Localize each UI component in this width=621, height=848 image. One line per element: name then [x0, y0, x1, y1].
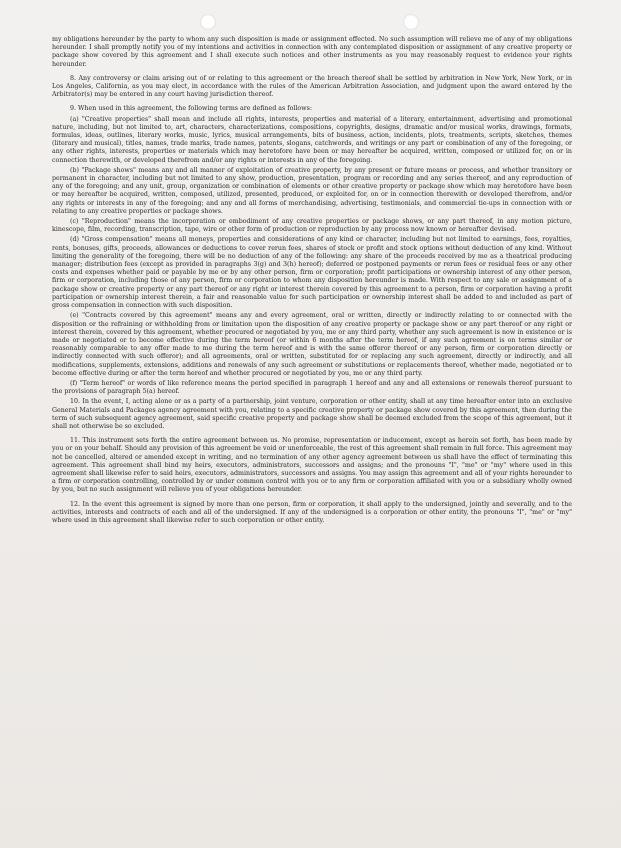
clause-9-b: (b) "Package shows" means any and all manner of exploitation of creative property, by any present or future means or process, and whether transitory or permanent in character, including but not limited to any show, production, presentation, program or recording and any series thereof, and any reproduction of any of the foregoing; and any unit, group, organization or combination of elements or other creative property or package show which may heretofore have been or may hereafter be acquired, written, composed, utilized, presented, produced, or exploited for, on or in connection therewith or developed therefrom, and/or any rights or interests in any of the foregoing; and any and all forms of merchandising, advertising, testimonials, and commercial tie-ups in connection with or relating to any creative properties or package shows.: [52, 166, 572, 215]
clause-9-d: (d) "Gross compensation" means all moneys, properties and considerations of any kind or character, including but not limited to earnings, fees, royalties, rents, bonuses, gifts, proceeds, allowances or deductions to cover rerun fees, shares of stock or profit and stock options without deduction of any kind. Without limiting the generality of the foregoing, there will be no deduction of any of the following: any share of the proceeds received by me as a theatrical producing manager; distribution fees (except as provided in paragraphs 3(g) and 3(h) hereof); deferred or postponed payments or rerun fees or residual fees or any other costs and expenses whether paid or payable by me or by any other person, firm or corporation; profit participations or ownership interest of any other person, firm or corporation, including those of any person, firm or corporation to whom any disposition hereunder is made. With respect to any sale or assignment of a package show or creative property or any part thereof or any right or interest therein covered by this agreement to a person, firm or corporation having a profit participation or ownership interest therein, a fair and reasonable value for such participation or ownership interest shall be added to and included as part of gross compensation in connection with such disposition.: [52, 236, 572, 310]
clause-9-a: (a) "Creative properties" shall mean and include all rights, interests, properties and material of a literary, entertainment, advertising and promotional nature, including, but not limited to, art, characters, characterizations, compositions, copyrights, designs, dramatic and/or musical works, drawings, formats, formulas, ideas, outlines, literary works, music, lyrics, musical arrangements, bits of business, action, incidents, plots, treatments, scripts, sketches, themes (literary and musical), titles, names, trade marks, trade names, patents, slogans, catchwords, and writings or any part or combination of any of the foregoing, or any other rights, interests, properties or materials which may heretofore have been or may hereafter be acquired, written, composed or utilized for, on or in connection therewith, or developed therefrom and/or any rights or interests in any of the foregoing.: [52, 115, 572, 164]
clause-9-e: (e) "Contracts covered by this agreement" means any and every agreement, oral or written, directly or indirectly relating to or connected with the disposition or the refraining or withholding from or limitation upon the disposition of any creative property or package show or any part thereof or any right or interest therein, covered by this agreement, whether procured or negotiated by you, me or any third party, whether any such agreement is now in existence or is made or negotiated or to become effective during the term hereof (or within 6 months after the term hereof, if any such agreement is on terms similar or reasonably comparable to any offer made to me during the term hereof and is with the same offeror thereof or any person, firm or corporation directly or indirectly connected with such offeror); and all agreements, oral or written, substituted for or replacing any such agreement, directly or indirectly, and all modifications, supplements, extensions, additions and renewals of any such agreement or substitutions or replacements thereof, whether made, negotiated or to become effective during or after the term hereof and whether procured or negotiated by you, me or any third party.: [52, 312, 572, 377]
document-body: [52, 36, 572, 531]
clause-12: 12. In the event this agreement is signed by more than one person, firm or corporation, it shall apply to the undersigned, jointly and severally, and to the activities, interests and contracts of each and all of the undersigned. If any of the undersigned is a corporation or other entity, the pronouns "I", "me" or "my" where used in this agreement shall likewise refer to such corporation or other entity.: [52, 500, 572, 524]
clause-9-f: (f) "Term hereof" or words of like reference means the period specified in paragraph 1 hereof and any and all extensions or renewals thereof pursuant to the provisions of paragraph 5(a) hereof.: [52, 379, 572, 396]
clause-8: 8. Any controversy or claim arising out of or relating to this agreement or the breach thereof shall be settled by arbitration in New York, New York, or in Los Angeles, California, as you may elect, in accordance with the rules of the American Arbitration Association, and judgment upon the award entered by the Arbitrator(s) may be entered in any court having jurisdiction thereof.: [52, 74, 572, 99]
clause-11: 11. This instrument sets forth the entire agreement between us. No promise, representation or inducement, except as herein set forth, has been made by you or on your behalf. Should any provision of this agreement be void or unenforceable, the rest of this agreement shall remain in full force. This agreement may not be cancelled, altered or amended except in writing, and no termination of any other agency agreement between us shall have the effect of terminating this agreement. This agreement shall bind my heirs, executors, administrators, successors and assigns; and the pronouns "I", "me" or "my" where used in this agreement shall likewise refer to said heirs, executors, administrators, successors and assigns. You may assign this agreement and all of your rights hereunder to a firm or corporation controlling, controlled by or under common control with you or to any firm or corporation affiliated with you or a subsidiary wholly owned by you, but no such assignment will relieve you of your obligations hereunder.: [52, 437, 572, 494]
continuation-paragraph: my obligations hereunder by the party to whom any such disposition is made or assignment effected. No such assumption will relieve me of any of my obligations hereunder. I shall promptly notify you of my intentions and activities in connection with any contemplated disposition or assignment of any creative property or package show covered by this agreement and I shall execute such notices and other instruments as you may reasonably request to evidence your rights hereunder.: [52, 36, 572, 68]
punch-hole-left: [200, 14, 216, 30]
clause-9-c: (c) "Reproduction" means the incorporation or embodiment of any creative properties or package shows, or any part thereof, in any motion picture, kinescope, film, recording, transcription, tape, wire or other form of production or reproduction by any process now known or hereafter devised.: [52, 218, 572, 234]
punch-hole-right: [403, 14, 419, 30]
clause-9-intro: 9. When used in this agreement, the following terms are defined as follows:: [70, 105, 312, 113]
clause-10: 10. In the event, I, acting alone or as a party of a partnership, joint venture, corporation or other entity, shall at any time hereafter enter into an exclusive General Materials and Packages agency agreement with you, relating to a specific creative property or package show covered by this agreement, then during the term of such subsequent agency agreement, said specific creative property and package show shall be deemed excluded from the scope of this agreement, but it shall not otherwise be so excluded.: [52, 398, 572, 430]
